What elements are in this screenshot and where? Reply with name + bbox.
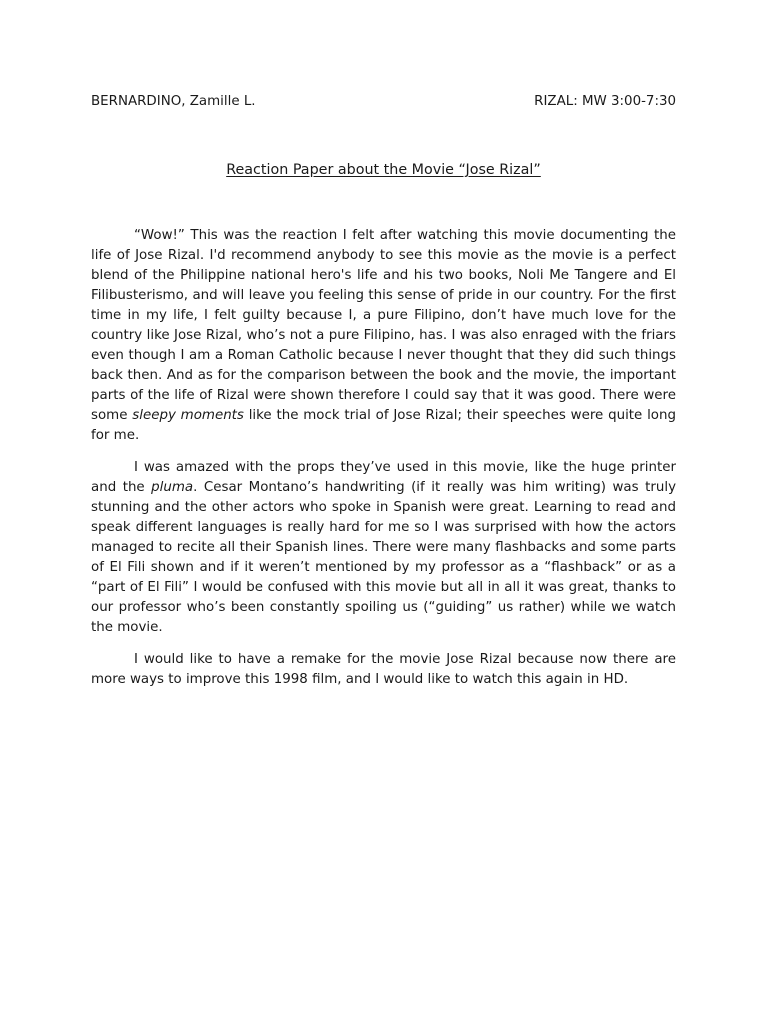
paper-body [91,226,676,702]
paragraph-2 [91,458,676,638]
paragraph-1 [91,226,676,446]
paper-title: Reaction Paper about the Movie “Jose Rizal” [226,162,541,178]
paragraph-2-emphasis: pluma [151,480,194,495]
course-schedule: RIZAL: MW 3:00-7:30 [534,94,676,109]
paragraph-1-text-a: “Wow!” This was the reaction I felt after watching this movie documenting the life of Jose Rizal. I'd recommend anybody to see this movie as the movie is a perfect blend of the Philippine national hero's life and his two books, Noli Me Tangere and El Filibusterismo, and will leave you feeling this sense of pride in our country. For the first time in my life, I felt guilty because I, a pure Filipino, don’t have much love for the country like Jose Rizal, who’s not a pure Filipino, has. I was also enraged with the friars even though I am a Roman Catholic because I never thought that they did such things back then. And as for the comparison between the book and the movie, the important parts of the life of Rizal were shown therefore I could say that it was good. There were some [91,228,676,423]
paragraph-2-text-b: . Cesar Montano’s handwriting (if it really was him writing) was truly stunning and the other actors who spoke in Spanish were great. Learning to read and speak different languages is really hard for me so I was surprised with how the actors managed to recite all their Spanish lines. There were many flashbacks and some parts of El Fili shown and if it weren’t mentioned by my professor as a “flashback” or as a “part of El Fili” I would be confused with this movie but all in all it was great, thanks to our professor who’s been constantly spoiling us (“guiding” us rather) while we watch the movie. [91,480,676,635]
paragraph-3: I would like to have a remake for the movie Jose Rizal because now there are more ways to improve this 1998 film, and I would like to watch this again in HD. [91,652,676,687]
paragraph-1-emphasis: sleepy moments [132,408,244,423]
author-name: BERNARDINO, Zamille L. [91,94,256,109]
paragraph-1-text-b: like the mock trial of Jose Rizal; their speeches were quite long for me. [91,408,676,443]
paragraph-2-text-a: I was amazed with the props they’ve used in this movie, like the huge printer and the [91,460,676,495]
